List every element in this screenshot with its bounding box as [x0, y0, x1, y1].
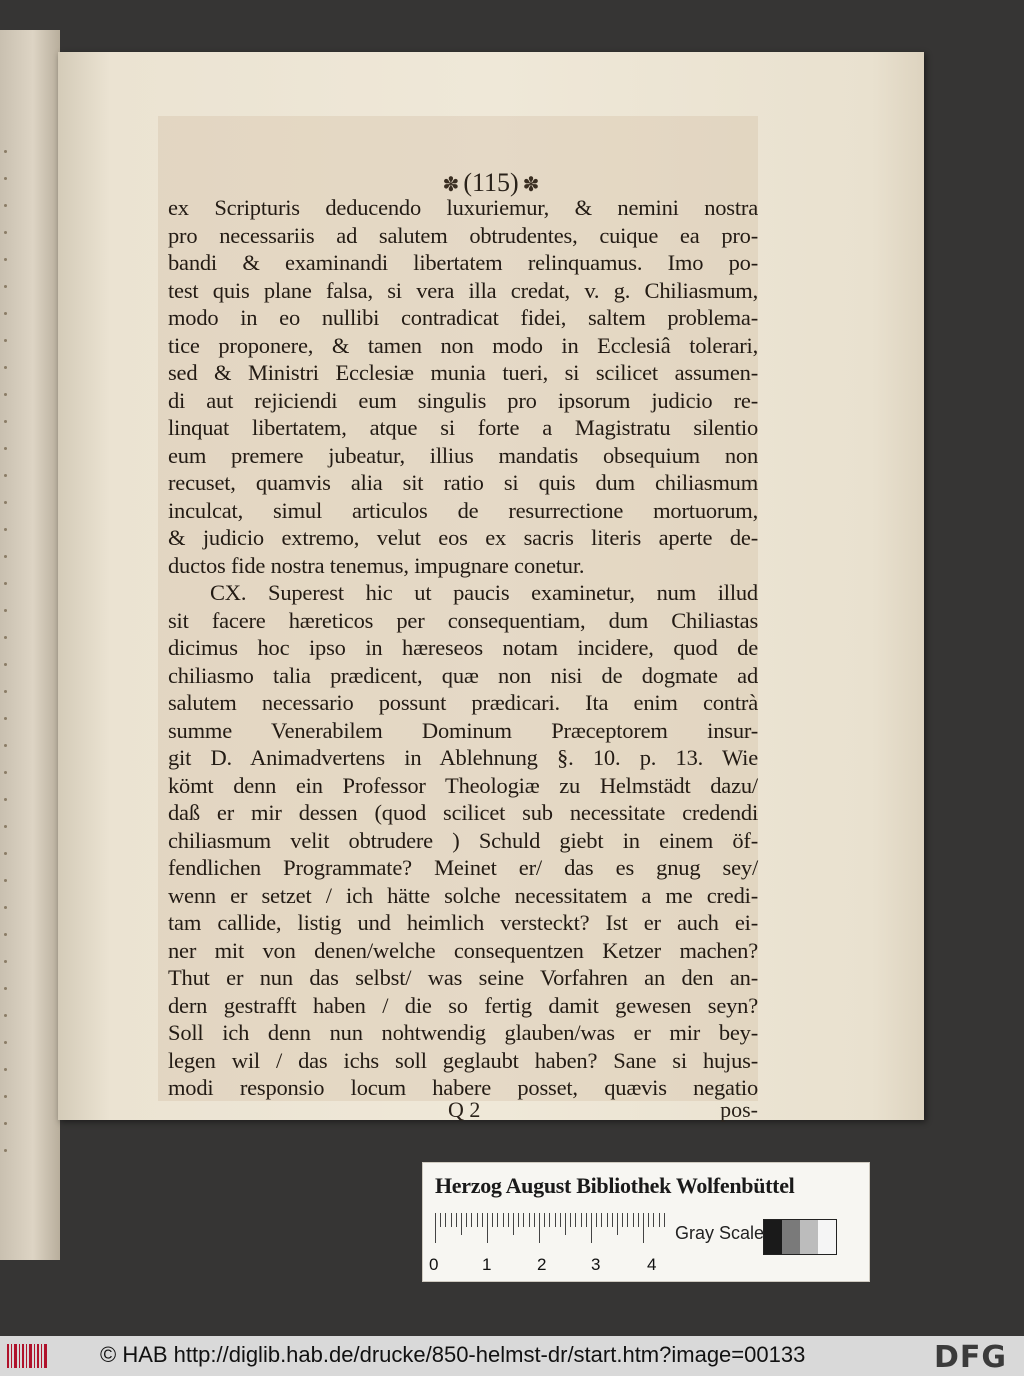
page-edge-mark: [4, 690, 7, 693]
ruler-tick: [617, 1213, 618, 1235]
page-number-text: (115): [463, 168, 519, 197]
ruler-tick: [466, 1213, 467, 1227]
page-edge-mark: [4, 960, 7, 963]
ruler-tick: [508, 1213, 509, 1227]
page-edge-mark: [4, 312, 7, 315]
ruler-tick: [591, 1213, 592, 1243]
ruler-tick: [659, 1213, 660, 1227]
page-edge-mark: [4, 339, 7, 342]
page-edge-mark: [4, 393, 7, 396]
scale-ruler: [435, 1213, 665, 1243]
text-line: di aut rejiciendi eum singulis pro ipsorum judicio re-: [168, 387, 758, 413]
page-edge-mark: [4, 420, 7, 423]
text-line: tice proponere, & tamen non modo in Ecclesiâ tolerari,: [168, 332, 758, 358]
text-line: summe Venerabilem Dominum Præceptorem insur-: [168, 717, 758, 743]
ornament-icon: ✽: [442, 174, 460, 196]
text-line: dern gestrafft haben / die so fertig damit gewesen seyn?: [168, 992, 758, 1018]
page-edge-mark: [4, 474, 7, 477]
text-line: dicimus hoc ipso in hæreseos notam incidere, quod de: [168, 635, 758, 660]
ruler-tick: [664, 1213, 665, 1227]
page-edge-mark: [4, 825, 7, 828]
text-line: bandi & examinandi libertatem relinquamus. Imo po-: [168, 250, 758, 275]
page-edge-mark: [4, 447, 7, 450]
text-line: daß er mir dessen (quod scilicet sub necessitate credendi: [168, 800, 758, 825]
page-edge-mark: [4, 285, 7, 288]
page-edge-mark: [4, 150, 7, 153]
page-edge-mark: [4, 744, 7, 747]
ruler-tick: [534, 1213, 535, 1227]
ruler-tick: [539, 1213, 540, 1243]
text-line: Soll ich denn nun nohtwendig glauben/was er mir bey-: [168, 1020, 758, 1045]
page-edge-mark: [4, 1095, 7, 1098]
page-edge-mark: [4, 555, 7, 558]
ruler-tick: [648, 1213, 649, 1227]
text-line: chiliasmo talia prædicent, quæ non nisi de dogmate ad: [168, 662, 758, 688]
page-edge-mark: [4, 852, 7, 855]
page-edge-mark: [4, 528, 7, 531]
ruler-tick: [487, 1213, 488, 1243]
ruler-tick: [477, 1213, 478, 1227]
page-edge-mark: [4, 501, 7, 504]
ornament-icon: ✽: [522, 174, 540, 196]
library-label-card: [422, 1162, 870, 1282]
page-edge-mark: [4, 1149, 7, 1152]
page-edge-mark: [4, 177, 7, 180]
source-link[interactable]: © HAB http://diglib.hab.de/drucke/850-helmst-dr/start.htm?image=00133: [100, 1342, 806, 1367]
text-line: legen wil / das ichs soll geglaubt haben? Sane si hujus-: [168, 1047, 758, 1073]
ruler-tick: [529, 1213, 530, 1227]
page-edge-mark: [4, 609, 7, 612]
text-line: salutem necessario possunt prædicari. Ita enim contrà: [168, 690, 758, 715]
ruler-tick: [643, 1213, 644, 1243]
left-page-edge: [0, 30, 60, 1260]
text-line: ner mit von denen/welche consequentzen Ketzer machen?: [168, 937, 758, 963]
page-edge-mark: [4, 879, 7, 882]
page-edge-mark: [4, 933, 7, 936]
ruler-tick: [497, 1213, 498, 1227]
ruler-tick: [586, 1213, 587, 1227]
page-edge-mark: [4, 771, 7, 774]
ruler-tick: [565, 1213, 566, 1235]
ruler-tick: [633, 1213, 634, 1227]
ruler-numbers: [429, 1255, 679, 1275]
page-edge-mark: [4, 258, 7, 261]
page-text: [168, 194, 758, 1102]
text-line: recuset, quamvis alia sit ratio si quis dum chiliasmum: [168, 470, 758, 495]
ruler-tick: [612, 1213, 613, 1227]
text-line: test quis plane falsa, si vera illa credat, v. g. Chiliasmum,: [168, 277, 758, 303]
ruler-tick: [451, 1213, 452, 1227]
ruler-tick: [570, 1213, 571, 1227]
dfg-logo: DFG: [934, 1340, 1008, 1375]
text-line: sit facere hæreticos per consequentiam, dum Chiliastas: [168, 607, 758, 633]
page-edge-mark: [4, 1014, 7, 1017]
viewer-footer-bar: [0, 1336, 1024, 1376]
signature-mark: Q 2: [448, 1097, 481, 1122]
text-line: fendlichen Programmate? Meinet er/ das es gnug sey/: [168, 855, 758, 880]
ruler-tick: [513, 1213, 514, 1235]
gray-swatch: [782, 1220, 800, 1254]
ruler-tick: [440, 1213, 441, 1227]
page-edge-mark: [4, 1068, 7, 1071]
text-line: chiliasmum velit obtrudere ) Schuld giebt in einem öf-: [168, 827, 758, 853]
ruler-tick: [445, 1213, 446, 1227]
text-line: git D. Animadvertens in Ablehnung §. 10. p. 13. Wie: [168, 745, 758, 770]
page-edge-mark: [4, 987, 7, 990]
ruler-tick: [581, 1213, 582, 1227]
ruler-number: 2: [537, 1255, 547, 1274]
page-edge-mark: [4, 366, 7, 369]
ruler-tick: [607, 1213, 608, 1227]
text-line: sed & Ministri Ecclesiæ munia tueri, si scilicet assumen-: [168, 360, 758, 385]
text-line: linquat libertatem, atque si forte a Magistratu silentio: [168, 415, 758, 440]
text-line: modi responsio locum habere posset, quævis negatio: [168, 1075, 758, 1100]
page-edge-mark: [4, 582, 7, 585]
ruler-tick: [560, 1213, 561, 1227]
text-line: kömt denn ein Professor Theologiæ zu Helmstädt dazu/: [168, 772, 758, 798]
ruler-tick: [482, 1213, 483, 1227]
text-line: CX. Superest hic ut paucis examinetur, num illud: [210, 580, 758, 605]
ruler-tick: [653, 1213, 654, 1227]
library-name: Herzog August Bibliothek Wolfenbüttel: [435, 1173, 795, 1198]
ruler-tick: [549, 1213, 550, 1227]
ruler-tick: [523, 1213, 524, 1227]
ruler-tick: [622, 1213, 623, 1227]
ruler-number: 3: [591, 1255, 601, 1274]
ruler-tick: [555, 1213, 556, 1227]
page-edge-mark: [4, 204, 7, 207]
ruler-tick: [544, 1213, 545, 1227]
ruler-tick: [518, 1213, 519, 1227]
ruler-tick: [435, 1213, 436, 1243]
page-edge-mark: [4, 1122, 7, 1125]
gray-swatch: [800, 1220, 818, 1254]
text-line: eum premere jubeatur, illius mandatis obsequium non: [168, 442, 758, 468]
page-footer: [168, 1097, 758, 1127]
text-line: & judicio extremo, velut eos ex sacris literis aperte de-: [168, 525, 758, 550]
ruler-tick: [575, 1213, 576, 1227]
ruler-tick: [627, 1213, 628, 1227]
book-page: [58, 52, 924, 1120]
gray-scale-swatches: [763, 1219, 837, 1255]
ruler-tick: [471, 1213, 472, 1227]
gray-swatch: [818, 1220, 836, 1254]
gray-swatch: [764, 1220, 782, 1254]
text-line: ductos fide nostra tenemus, impugnare conetur.: [168, 552, 585, 578]
ruler-tick: [596, 1213, 597, 1227]
text-line: Thut er nun das selbst/ was seine Vorfahren an den an-: [168, 965, 758, 990]
catchword: pos-: [720, 1097, 758, 1122]
page-edge-mark: [4, 663, 7, 666]
page-edge-mark: [4, 1041, 7, 1044]
ruler-number: 1: [482, 1255, 492, 1274]
text-line: wenn er setzet / ich hätte solche necessitatem a me credi-: [168, 882, 758, 908]
ruler-tick: [503, 1213, 504, 1227]
ruler-tick: [456, 1213, 457, 1227]
page-edge-mark: [4, 798, 7, 801]
ruler-tick: [461, 1213, 462, 1235]
ruler-tick: [601, 1213, 602, 1227]
page-edge-mark: [4, 717, 7, 720]
ruler-tick: [492, 1213, 493, 1227]
text-line: ex Scripturis deducendo luxuriemur, & nemini nostra: [168, 195, 758, 220]
text-line: modo in eo nullibi contradicat fidei, saltem problema-: [168, 305, 758, 330]
page-edge-mark: [4, 636, 7, 639]
barcode-icon: [6, 1342, 50, 1370]
text-line: inculcat, simul articulos de resurrectione mortuorum,: [168, 497, 758, 523]
ruler-number: 4: [647, 1255, 657, 1274]
text-line: pro necessariis ad salutem obtrudentes, cuique ea pro-: [168, 222, 758, 248]
page-edge-mark: [4, 231, 7, 234]
ruler-number: 0: [429, 1255, 439, 1274]
page-edge-mark: [4, 906, 7, 909]
text-line: tam callide, listig und heimlich versteckt? Ist er auch ei-: [168, 910, 758, 935]
ruler-tick: [638, 1213, 639, 1227]
gray-scale-label: Gray Scale: [675, 1223, 765, 1243]
